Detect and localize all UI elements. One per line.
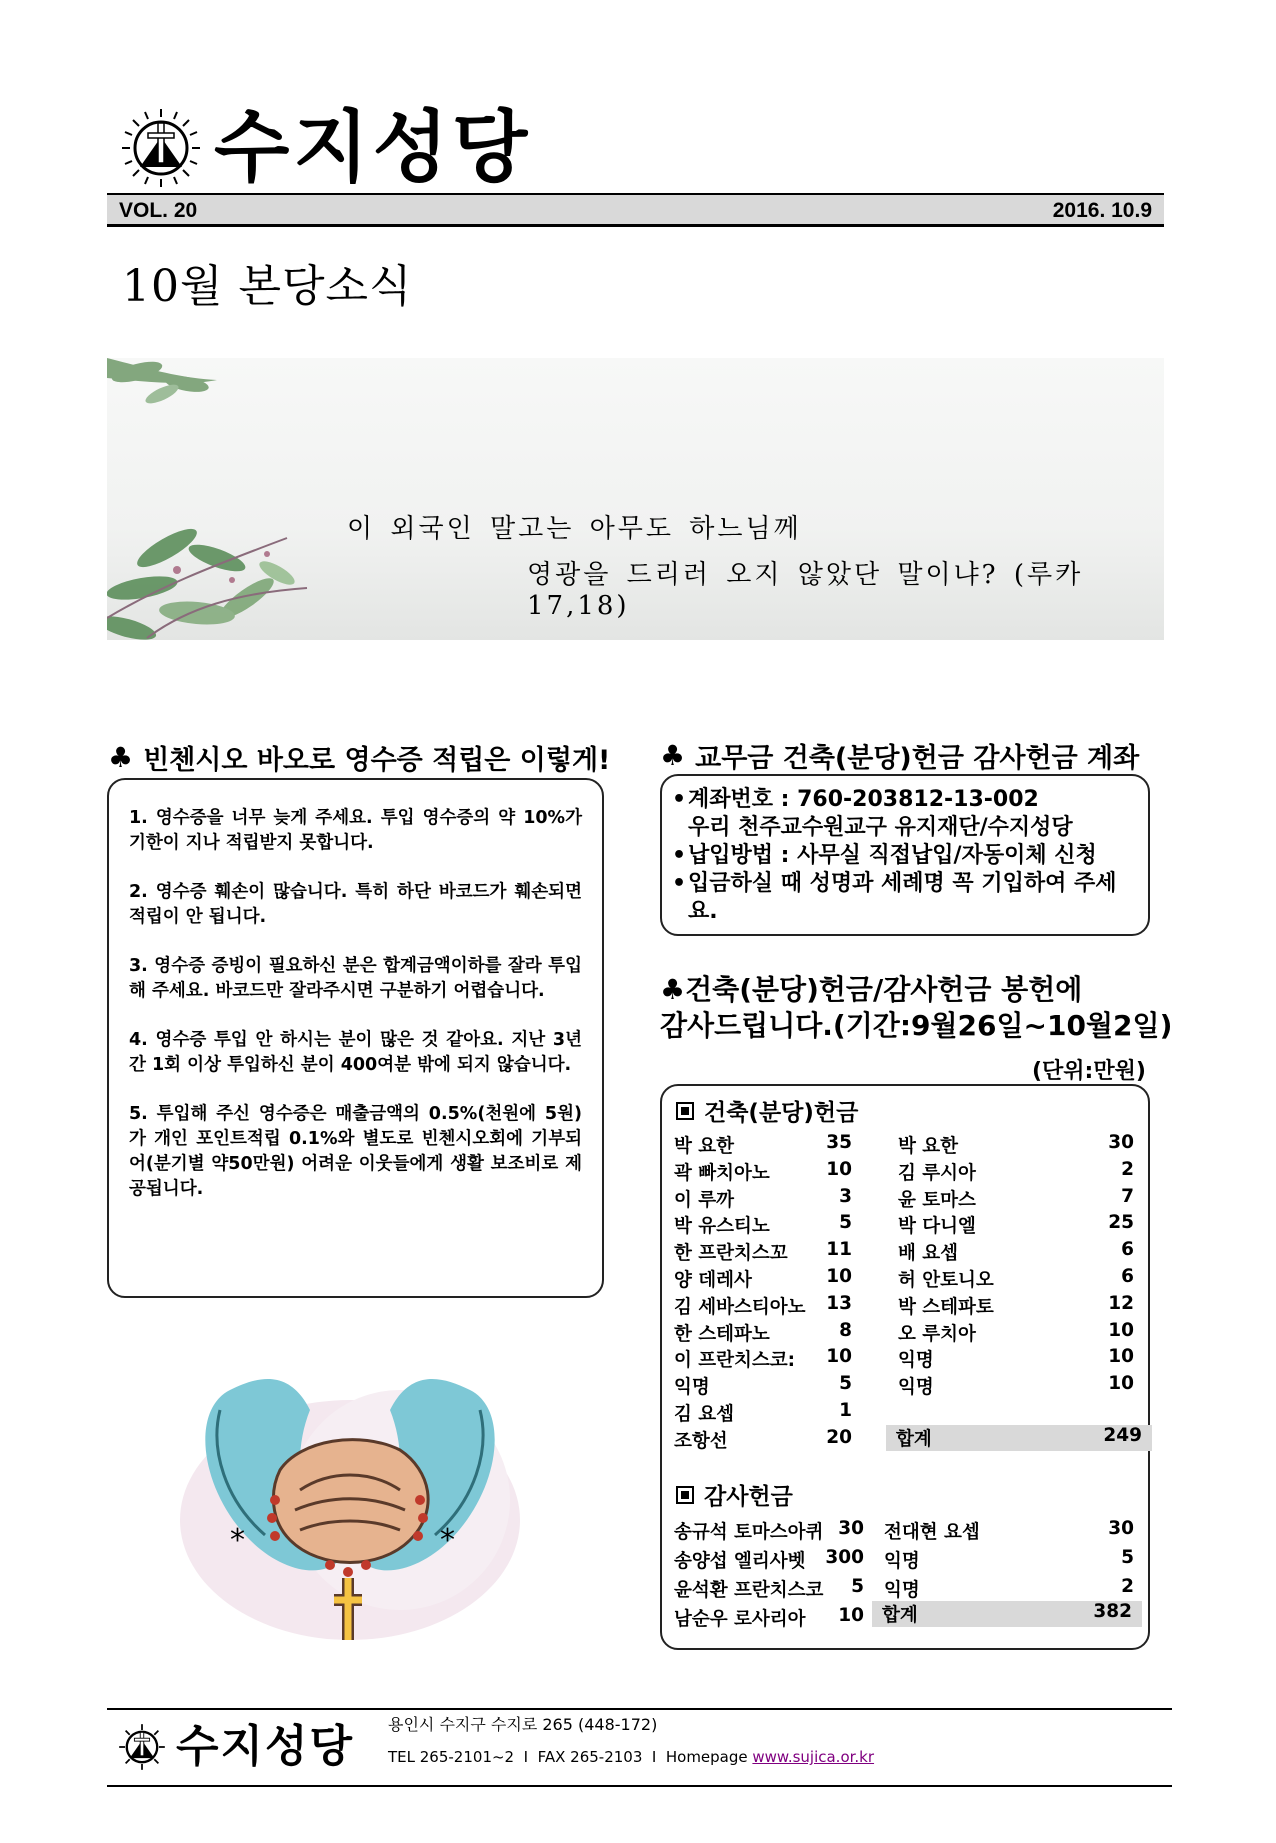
donation-amount: 3 [839, 1185, 852, 1207]
scripture-line-2: 영광을 드리러 오지 않았단 말이냐? (루카 17,18) [527, 560, 1084, 621]
masthead-logo [120, 104, 590, 192]
total-amount: 382 [1093, 1601, 1132, 1622]
church-logo-icon [118, 1723, 166, 1771]
total-amount: 249 [1103, 1424, 1142, 1446]
thanks-offering-row [884, 1547, 1134, 1573]
donor-name: 익명 [674, 1377, 710, 1399]
thanks-heading [660, 972, 1172, 1044]
building-fund-row [674, 1427, 852, 1453]
donor-name: 전대현 요셉 [884, 1522, 980, 1543]
donation-amount: 11 [826, 1239, 852, 1261]
donation-amount: 2 [1121, 1576, 1134, 1597]
donation-amount: 10 [1108, 1373, 1134, 1395]
thanks-line-2: 감사드립니다.(기간:9월26일~10월2일) [660, 1009, 1173, 1042]
church-logo-icon [120, 107, 202, 189]
donor-name: 김 세바스티아노 [674, 1296, 806, 1318]
building-fund-row [674, 1266, 852, 1292]
building-fund-row [674, 1320, 852, 1346]
donor-name: 박 스테파토 [898, 1296, 994, 1318]
footer-phone-fax: TEL 265-2101~2 I FAX 265-2103 I Homepage [388, 1748, 753, 1766]
donation-amount: 6 [1121, 1239, 1134, 1261]
thanks-offering-row [884, 1518, 1134, 1544]
donation-amount: 5 [851, 1576, 864, 1597]
svg-text:*: * [230, 1523, 245, 1558]
donation-amount: 7 [1121, 1185, 1134, 1207]
donation-amount: 30 [1108, 1132, 1134, 1153]
building-fund-row [898, 1132, 1134, 1158]
thanks-offering-row [884, 1576, 1134, 1602]
deposit-note: 입금하실 때 성명과 세례명 꼭 기입하여 주세요. [688, 871, 1117, 924]
svg-text:*: * [440, 1523, 455, 1558]
building-fund-total [886, 1425, 1152, 1451]
receipt-paragraph-5: 5. 투입해 주신 영수증은 매출금액의 0.5%(천원에 5원)가 개인 포인트적립 0.1%와 별도로 빈첸시오회에 기부되어(분기별 약50만원) 어려운 이웃들에게 생활 보조비로 제공됩니다. [129, 1104, 582, 1199]
donor-name: 박 다니엘 [898, 1216, 976, 1238]
donation-amount: 12 [1108, 1292, 1134, 1314]
building-fund-row [898, 1239, 1134, 1265]
donor-name: 배 요셉 [898, 1243, 959, 1265]
thanks-line-1: ♣건축(분당)헌금/감사헌금 봉헌에 [660, 973, 1083, 1006]
bullet-icon: • [672, 871, 687, 896]
thanks-offering-row [674, 1605, 864, 1631]
donor-name: 윤석환 프란치스코 [674, 1580, 824, 1601]
thanks-offering-row [674, 1576, 864, 1602]
donation-amount: 10 [826, 1158, 852, 1180]
deposit-note-line [672, 870, 1136, 926]
donation-amount: 10 [838, 1605, 864, 1626]
donor-name: 한 프란치스꼬 [674, 1243, 788, 1265]
scripture-line-1: 이 외국인 말고는 아무도 하느님께 [347, 514, 802, 544]
receipt-paragraph-4: 4. 영수증 투입 안 하시는 분이 많은 것 같아요. 지난 3년간 1회 이상 투입하신 분이 400여분 밖에 되지 않습니다. [129, 1030, 582, 1075]
building-fund-row [674, 1239, 852, 1265]
receipt-paragraph-3: 3. 영수증 증빙이 필요하신 분은 합계금액이하를 잘라 투입해 주세요. 바코드만 잘라주시면 구분하기 어렵습니다. [129, 956, 582, 1001]
receipt-section-title: 빈첸시오 바오로 영수증 적립은 이렇게! [143, 745, 611, 776]
donation-amount: 6 [1121, 1266, 1134, 1287]
building-fund-row [674, 1186, 852, 1212]
building-fund-row [898, 1266, 1134, 1292]
donation-amount: 5 [839, 1212, 852, 1234]
donor-name: 익명 [898, 1350, 934, 1372]
receipt-info-box [107, 778, 604, 1298]
square-bullet-icon [676, 1486, 694, 1504]
account-number-line [672, 786, 1136, 814]
donor-name: 한 스테파노 [674, 1323, 770, 1345]
account-number: 계좌번호 : 760-203812-13-002 [688, 787, 1039, 812]
footer-address: 용인시 수지구 수지로 265 (448-172) [388, 1715, 658, 1734]
club-suit-icon: ♣ [660, 739, 686, 772]
footer-title: 수지성당 [176, 1721, 355, 1772]
donor-name: 조항선 [674, 1430, 728, 1452]
donor-name: 송규석 토마스아퀴 [674, 1522, 824, 1543]
receipt-section-heading [108, 738, 610, 777]
building-fund-row [898, 1293, 1134, 1319]
building-fund-heading [676, 1094, 858, 1127]
donor-name: 익명 [884, 1580, 920, 1601]
donation-amount: 5 [839, 1373, 852, 1395]
donation-amount: 1 [839, 1400, 852, 1421]
donor-name: 오 루치아 [898, 1323, 976, 1345]
praying-hands-rosary-illustration [170, 1350, 530, 1650]
receipt-paragraph-2: 2. 영수증 훼손이 많습니다. 특히 하단 바코드가 훼손되면 적립이 안 됩니다. [129, 882, 582, 927]
donation-amount: 10 [826, 1346, 852, 1368]
total-label: 합계 [896, 1428, 932, 1450]
donation-amount: 20 [826, 1426, 852, 1448]
volume-number: VOL. 20 [119, 199, 198, 222]
donor-name: 박 유스티노 [674, 1216, 770, 1238]
donation-amount: 30 [1108, 1518, 1134, 1539]
donation-amount: 10 [826, 1266, 852, 1287]
building-fund-title: 건축(분당)헌금 [704, 1100, 859, 1126]
thanks-offering-heading [676, 1478, 793, 1511]
account-info-box [660, 774, 1150, 936]
donor-name: 박 요한 [898, 1136, 959, 1157]
homepage-link[interactable]: www.sujica.or.kr [752, 1748, 875, 1766]
donation-amount: 8 [839, 1319, 852, 1341]
donation-amount: 30 [838, 1518, 864, 1539]
thanks-offering-total [872, 1601, 1142, 1627]
donor-name: 남순우 로사리아 [674, 1609, 806, 1630]
donor-name: 박 요한 [674, 1136, 735, 1157]
payment-method: 납입방법 : 사무실 직접납입/자동이체 신청 [688, 843, 1097, 868]
donor-name: 김 요셉 [674, 1404, 735, 1425]
donor-name: 이 루까 [674, 1189, 735, 1211]
masthead-title: 수지성당 [214, 103, 532, 193]
building-fund-row [898, 1212, 1134, 1238]
footer-logo [118, 1712, 378, 1782]
thanks-offering-title: 감사헌금 [704, 1484, 793, 1510]
unit-label: (단위:만원) [1032, 1059, 1146, 1084]
building-fund-row [674, 1132, 852, 1158]
donation-amount: 35 [826, 1132, 852, 1153]
club-suit-icon: ♣ [108, 741, 134, 774]
donation-amount: 10 [1108, 1346, 1134, 1368]
footer-contact [388, 1748, 874, 1766]
building-fund-row [898, 1159, 1134, 1185]
payment-method-line [672, 842, 1136, 870]
footer-rule-top [107, 1708, 1172, 1710]
donation-amount: 300 [825, 1547, 864, 1568]
building-fund-row [674, 1293, 852, 1319]
donor-name: 이 프란치스코: [674, 1350, 796, 1372]
donor-name: 익명 [898, 1377, 934, 1399]
bullet-icon: • [672, 843, 687, 868]
donation-list-box [660, 1084, 1150, 1650]
donor-name: 양 데레사 [674, 1270, 752, 1291]
building-fund-row [674, 1212, 852, 1238]
donation-amount: 13 [826, 1292, 852, 1314]
donation-amount: 25 [1108, 1212, 1134, 1234]
thanks-offering-row [674, 1547, 864, 1573]
volume-bar [107, 193, 1164, 227]
building-fund-row [674, 1373, 852, 1399]
footer-rule-bottom [107, 1785, 1172, 1787]
donor-name: 윤 토마스 [898, 1189, 976, 1211]
issue-date: 2016. 10.9 [1052, 199, 1152, 222]
scripture-banner [107, 358, 1164, 640]
bullet-icon: • [672, 787, 687, 812]
building-fund-row [674, 1159, 852, 1185]
account-section-heading [660, 736, 1139, 775]
donation-amount: 2 [1121, 1158, 1134, 1180]
account-holder-line [672, 814, 1136, 842]
receipt-paragraph-1: 1. 영수증을 너무 늦게 주세요. 투입 영수증의 약 10%가 기한이 지나 적립받지 못합니다. [129, 808, 582, 853]
donor-name: 송양섭 엘리사벳 [674, 1551, 806, 1572]
building-fund-row [898, 1320, 1134, 1346]
donor-name: 익명 [884, 1551, 920, 1572]
donation-amount: 10 [1108, 1319, 1134, 1341]
thanks-offering-row [674, 1518, 864, 1544]
account-section-title: 교무금 건축(분당)헌금 감사헌금 계좌 [695, 743, 1140, 774]
donation-amount: 5 [1121, 1547, 1134, 1568]
building-fund-row [898, 1346, 1134, 1372]
building-fund-row [674, 1346, 852, 1372]
square-bullet-icon [676, 1102, 694, 1120]
donor-name: 허 안토니오 [898, 1270, 994, 1291]
building-fund-row [898, 1186, 1134, 1212]
page-title: 10월 본당소식 [122, 261, 413, 312]
building-fund-row [898, 1373, 1134, 1399]
donor-name: 곽 빠치아노 [674, 1162, 770, 1184]
building-fund-row [674, 1400, 852, 1426]
total-label: 합계 [882, 1605, 918, 1626]
account-holder: 우리 천주교수원교구 유지재단/수지성당 [688, 815, 1073, 840]
donor-name: 김 루시아 [898, 1162, 976, 1184]
